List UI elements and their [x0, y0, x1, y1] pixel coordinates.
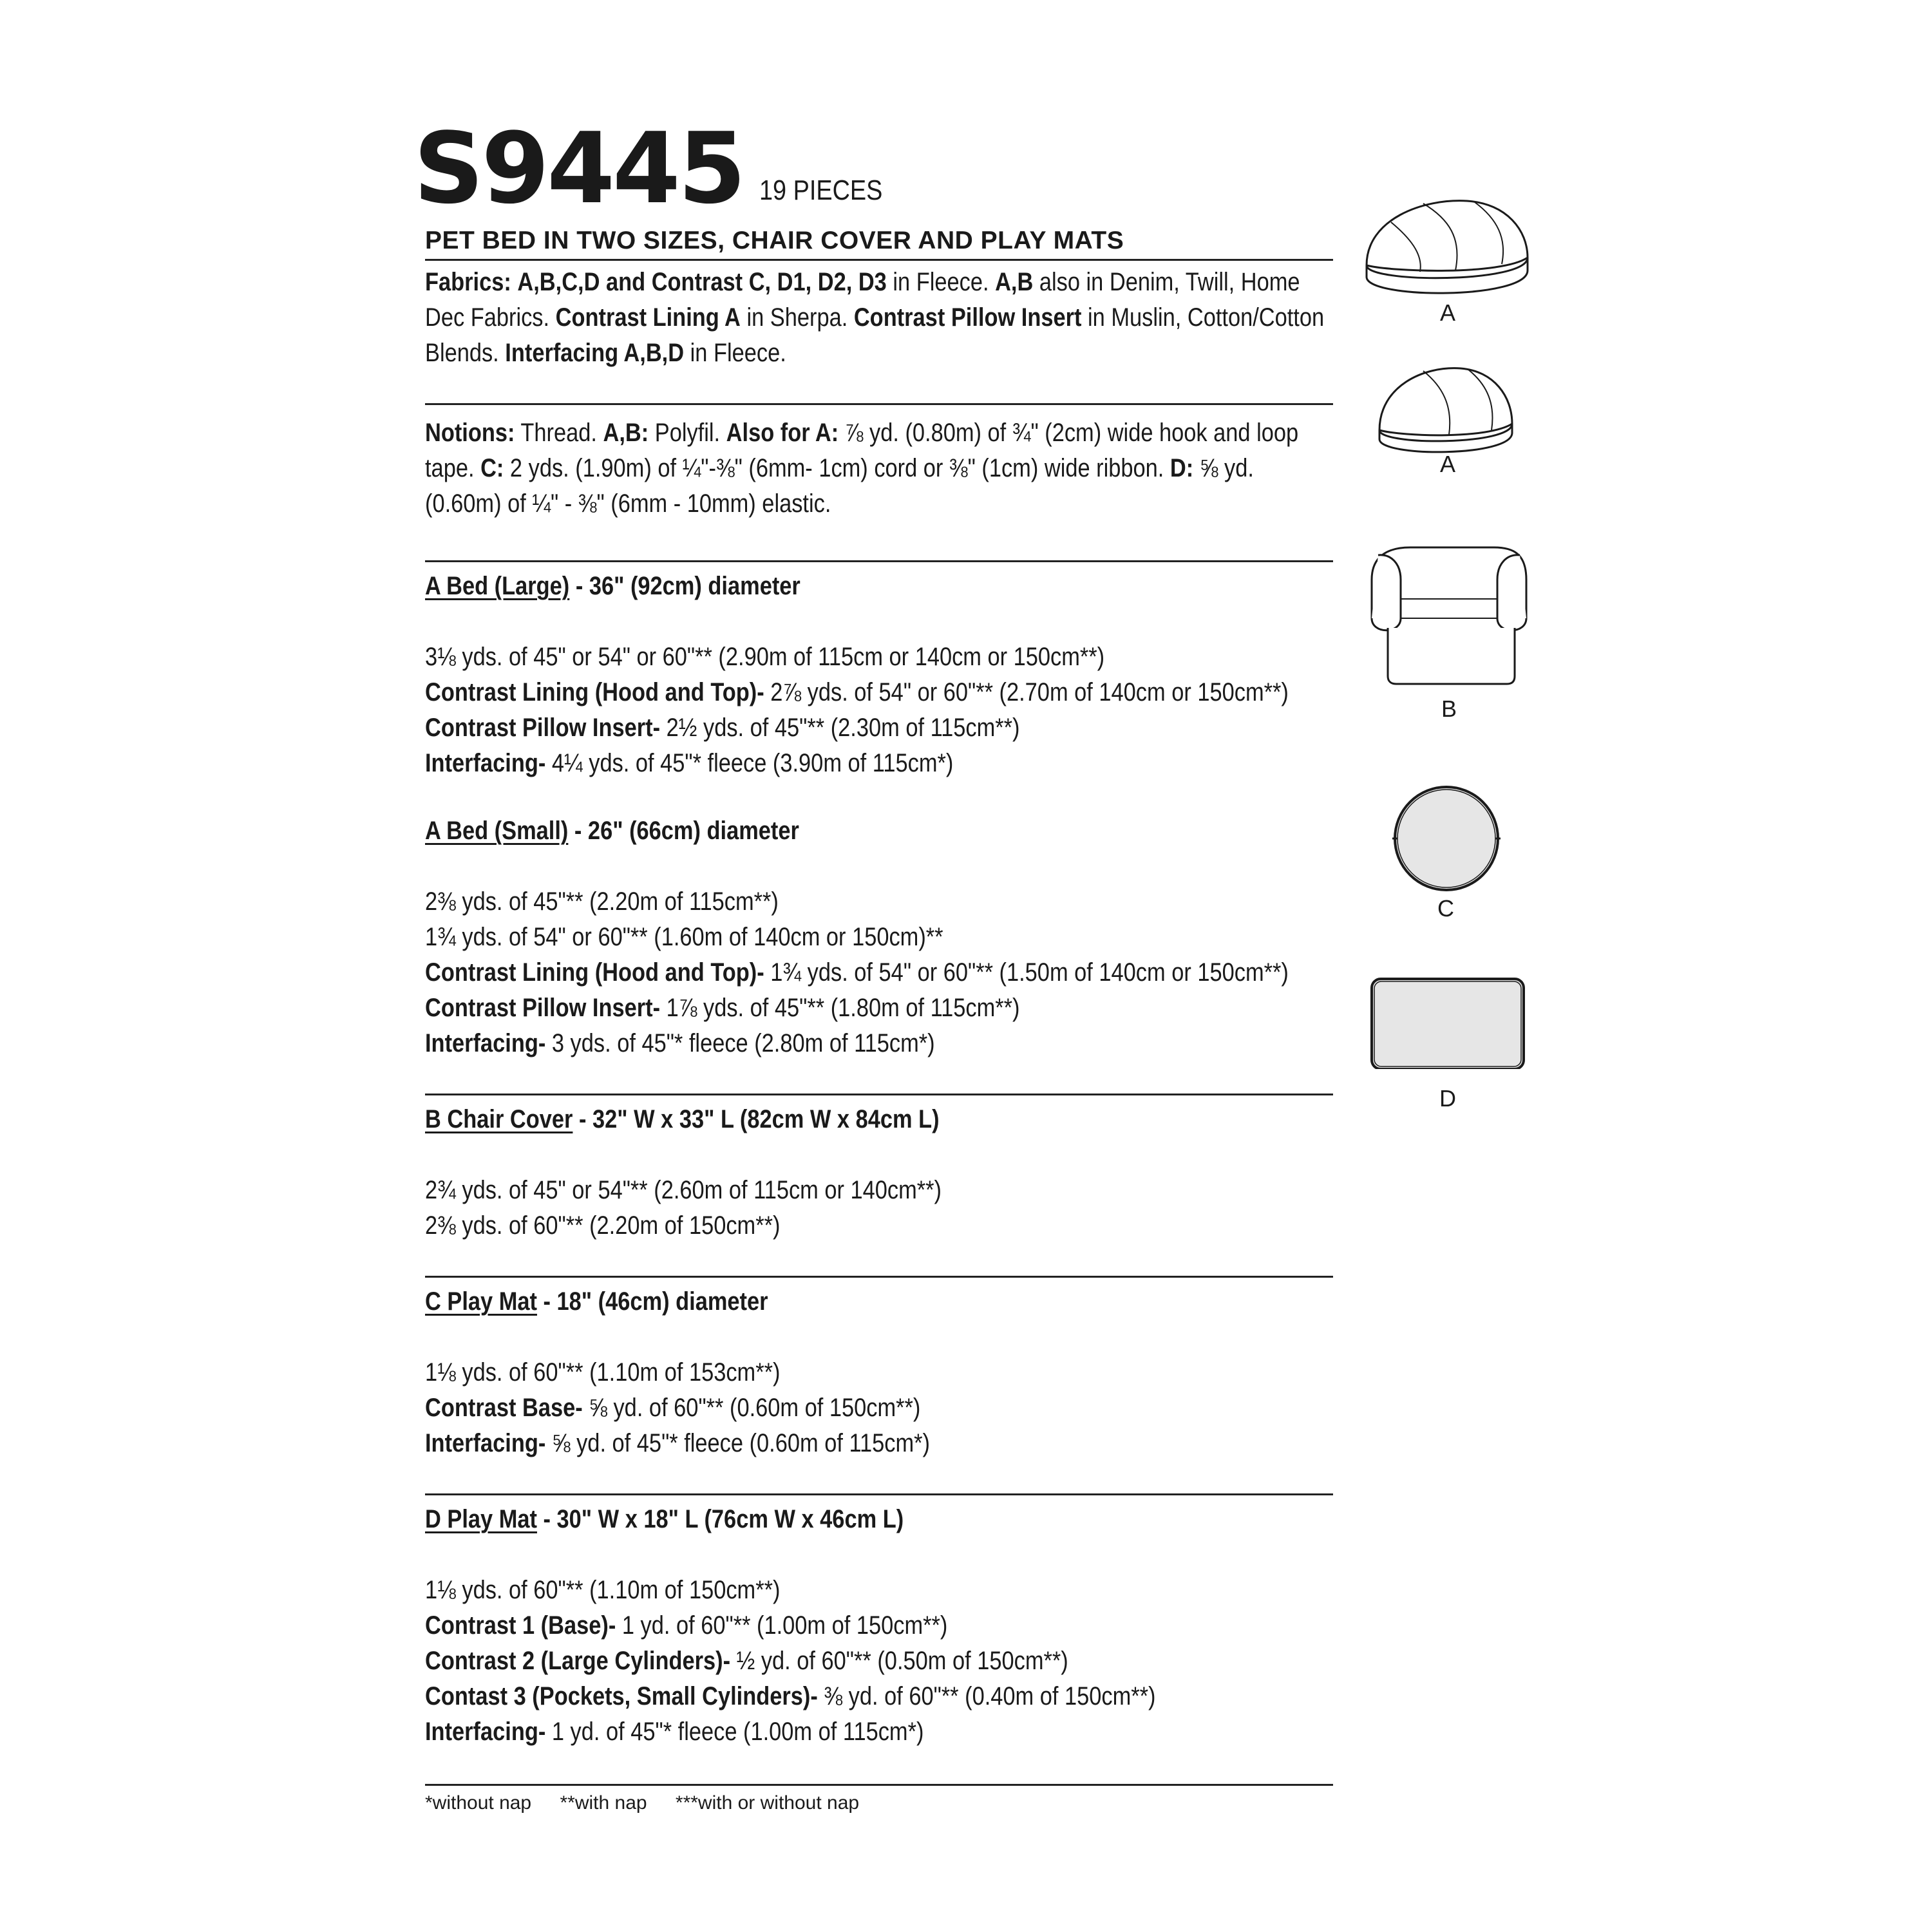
yardage-value: 1 yd. of 45"* fleece (1.00m of 115cm*) — [545, 1718, 924, 1746]
yardage-value: 2⅜ yds. of 45"** (2.20m of 115cm**) — [425, 887, 779, 916]
yardage-line — [425, 1679, 1331, 1714]
large-pet-bed-icon — [1352, 193, 1546, 296]
yardage-line — [425, 1608, 1331, 1643]
yardage-label: Contrast 2 (Large Cylinders)- — [425, 1647, 731, 1675]
footnote-with-or-without-nap: ***with or without nap — [675, 1792, 860, 1814]
yardage-value: 1¾ yds. of 54" or 60"** (1.60m of 140cm or 150cm)** — [425, 923, 943, 951]
yardage-value: ½ yd. of 60"** (0.50m of 150cm**) — [730, 1647, 1068, 1675]
yardage-value: 2½ yds. of 45"** (2.30m of 115cm**) — [660, 714, 1020, 742]
yardage-value: 1¾ yds. of 54" or 60"** (1.50m of 140cm or 150cm**) — [764, 958, 1289, 987]
yardage-line — [425, 639, 1331, 675]
notions-views: Also for A: — [726, 419, 839, 447]
section-title — [425, 1502, 1331, 1537]
yardage-line — [425, 1390, 1331, 1426]
notions-views: C: — [480, 454, 504, 482]
yardage-list — [425, 884, 1331, 1061]
yardage-line — [425, 1208, 1331, 1244]
section-a-bed-large — [425, 560, 1333, 781]
yardage-list — [425, 1355, 1331, 1461]
yardage-label: Contast 3 (Pockets, Small Cylinders)- — [425, 1682, 818, 1710]
view-a-large — [1352, 193, 1546, 328]
section-dimensions: - 26" (66cm) diameter — [568, 817, 799, 845]
yardage-label: Contrast Pillow Insert- — [425, 994, 661, 1022]
section-d-play-mat — [425, 1493, 1333, 1750]
yardage-line — [425, 1026, 1331, 1061]
view-c — [1352, 786, 1546, 934]
section-view-name: D Play Mat — [425, 1505, 537, 1533]
piece-count: 19 PIECES — [759, 175, 882, 206]
small-pet-bed-icon — [1352, 361, 1546, 457]
notions-views: A,B: — [603, 419, 649, 447]
section-title — [425, 1102, 1331, 1137]
view-d — [1352, 972, 1546, 1114]
section-dimensions: - 36" (92cm) diameter — [569, 572, 800, 600]
footnote — [425, 1784, 1333, 1814]
section-title — [425, 569, 1331, 604]
fabrics-paragraph — [425, 261, 1331, 371]
yardage-line — [425, 990, 1331, 1026]
fabrics-text: in Muslin, Cotton/Cotton Blends. — [425, 303, 1325, 367]
fabrics-text: also in Denim, Twill, Home Dec Fabrics. — [425, 268, 1300, 332]
section-title — [425, 1284, 1331, 1320]
yardage-list — [425, 1173, 1331, 1244]
yardage-line — [425, 1426, 1331, 1461]
yardage-label: Contrast Pillow Insert- — [425, 714, 661, 742]
section-dimensions: - 18" (46cm) diameter — [536, 1287, 768, 1316]
yardage-value: 1⅛ yds. of 60"** (1.10m of 153cm**) — [425, 1358, 781, 1387]
notions-text: Thread. — [515, 419, 603, 447]
yardage-label: Contrast Lining (Hood and Top)- — [425, 958, 764, 987]
yardage-line — [425, 1355, 1331, 1390]
yardage-value: 1 yd. of 60"** (1.00m of 150cm**) — [616, 1611, 948, 1640]
notions-text: ⅝ yd. (0.60m) of ¼" - ⅜" (6mm - 10mm) elastic. — [425, 454, 1254, 518]
notions-text: ⅞ yd. (0.80m) of ¾" (2cm) wide hook and loop tape. — [425, 419, 1299, 482]
yardage-label: Contrast Lining (Hood and Top)- — [425, 678, 764, 706]
fabrics-text: in Fleece. — [684, 339, 786, 367]
view-label: A — [1439, 299, 1455, 326]
fabrics-views: Contrast Pillow Insert — [853, 303, 1082, 332]
notions-block — [425, 403, 1333, 522]
notions-label: Notions: — [425, 419, 515, 447]
yardage-label: Interfacing- — [425, 1718, 546, 1746]
view-label: D — [1439, 1085, 1456, 1112]
fabrics-text: in Sherpa. — [740, 303, 854, 332]
yardage-value: ⅜ yd. of 60"** (0.40m of 150cm**) — [817, 1682, 1156, 1710]
yardage-line — [425, 1173, 1331, 1208]
pattern-number: S9445 — [413, 111, 744, 225]
section-c-play-mat — [425, 1276, 1333, 1461]
yardage-line — [425, 1714, 1331, 1750]
yardage-label: Interfacing- — [425, 1429, 546, 1457]
yardage-label: Contrast Base- — [425, 1394, 583, 1422]
yardage-value: 4¼ yds. of 45"* fleece (3.90m of 115cm*) — [545, 749, 954, 777]
fabrics-views: Interfacing A,B,D — [505, 339, 685, 367]
yardage-line — [425, 710, 1331, 746]
fabrics-views: Contrast Lining A — [555, 303, 741, 332]
fabrics-label: Fabrics: — [425, 268, 511, 296]
pattern-subtitle: PET BED IN TWO SIZES, CHAIR COVER AND PLAY MATS — [425, 225, 1333, 261]
section-title — [425, 813, 1331, 849]
view-a-small — [1352, 361, 1546, 489]
yardage-value: 1⅞ yds. of 45"** (1.80m of 115cm**) — [660, 994, 1020, 1022]
yardage-line — [425, 675, 1331, 710]
yardage-line — [425, 955, 1331, 990]
round-play-mat-icon — [1352, 786, 1546, 895]
yardage-value: ⅝ yd. of 45"* fleece (0.60m of 115cm*) — [545, 1429, 930, 1457]
yardage-line — [425, 920, 1331, 955]
view-illustrations — [1352, 0, 1546, 1159]
footnote-with-nap: **with nap — [560, 1792, 647, 1814]
yardage-value: 1⅛ yds. of 60"** (1.10m of 150cm**) — [425, 1576, 781, 1604]
yardage-line — [425, 1573, 1331, 1608]
footnote-without-nap: *without nap — [425, 1792, 532, 1814]
section-view-name: B Chair Cover — [425, 1105, 573, 1133]
chair-cover-icon — [1352, 541, 1546, 689]
notions-text: Polyfil. — [649, 419, 726, 447]
yardage-value: ⅝ yd. of 60"** (0.60m of 150cm**) — [582, 1394, 921, 1422]
section-dimensions: - 32" W x 33" L (82cm W x 84cm L) — [573, 1105, 940, 1133]
yardage-value: 2⅞ yds. of 54" or 60"** (2.70m of 140cm or 150cm**) — [764, 678, 1289, 706]
fabrics-views: A,B,C,D and Contrast C, D1, D2, D3 — [517, 268, 887, 296]
yardage-list — [425, 1573, 1331, 1750]
view-b — [1352, 541, 1546, 734]
rectangular-play-mat-icon — [1352, 972, 1546, 1069]
notions-text: 2 yds. (1.90m) of ¼"-⅜" (6mm- 1cm) cord or ⅜" (1cm) wide ribbon. — [504, 454, 1170, 482]
yardage-value: 2⅜ yds. of 60"** (2.20m of 150cm**) — [425, 1211, 781, 1240]
yardage-label: Interfacing- — [425, 749, 546, 777]
section-view-name: A Bed (Small) — [425, 817, 569, 845]
yardage-label: Interfacing- — [425, 1029, 546, 1057]
yardage-label: Contrast 1 (Base)- — [425, 1611, 616, 1640]
view-label: C — [1437, 895, 1454, 922]
yardage-line — [425, 1643, 1331, 1679]
yardage-line — [425, 746, 1331, 781]
yardage-line — [425, 884, 1331, 920]
fabrics-views: A,B — [995, 268, 1034, 296]
view-label: B — [1441, 696, 1457, 722]
yardage-list — [425, 639, 1331, 781]
section-b-chair-cover — [425, 1094, 1333, 1244]
yardage-value: 2¾ yds. of 45" or 54"** (2.60m of 115cm or 140cm**) — [425, 1176, 942, 1204]
section-dimensions: - 30" W x 18" L (76cm W x 46cm L) — [536, 1505, 904, 1533]
view-label: A — [1439, 451, 1455, 477]
fabrics-text: in Fleece. — [886, 268, 996, 296]
yardage-value: 3⅛ yds. of 45" or 54" or 60"** (2.90m of 115cm or 140cm or 150cm**) — [425, 643, 1105, 671]
header — [413, 111, 902, 225]
section-view-name: C Play Mat — [425, 1287, 537, 1316]
notions-views: D: — [1170, 454, 1194, 482]
yardage-value: 3 yds. of 45"* fleece (2.80m of 115cm*) — [545, 1029, 935, 1057]
yardage-chart — [425, 225, 1333, 1750]
section-a-bed-small — [425, 813, 1333, 1061]
notions-paragraph — [425, 412, 1331, 522]
section-view-name: A Bed (Large) — [425, 572, 570, 600]
